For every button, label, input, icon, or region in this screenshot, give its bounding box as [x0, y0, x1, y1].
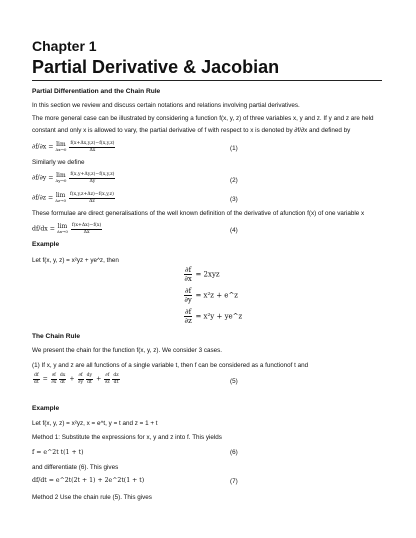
eq1-left: ∂f/∂x = [32, 143, 54, 151]
equation-6: f = e^2t t(1 + t) [32, 449, 84, 456]
equation-2 [32, 172, 116, 184]
similarly-text: Similarly we define [32, 159, 85, 166]
example-1-result-y-value: = x²z + e^z [195, 291, 238, 300]
eq2-denominator: Δy [89, 178, 96, 184]
equation-7-number: (7) [230, 478, 238, 485]
intro-paragraph: In this section we review and discuss certain notations and relations involving partial derivatives. [32, 102, 300, 109]
equation-5-number: (5) [230, 378, 238, 385]
equation-6-number: (6) [230, 449, 238, 456]
method-1-text: Method 1: Substitute the expressions for x, y and z into f. This yields [32, 434, 222, 441]
generalisation-text: These formulae are direct generalisations of the well known definition of the derivative of afunction f(x) of one variable x [32, 210, 365, 217]
eq4-limit: lim Δx→0 [56, 223, 68, 234]
general-case-line-2: constant and only x is allowed to vary, the partial derivative of f with respect to x is denoted by ∂f/∂x and defined by [32, 127, 351, 134]
chain-rule-intro: We present the chain for the function f(x, y, z). We consider 3 cases. [32, 347, 223, 354]
chain-rule-heading: The Chain Rule [32, 333, 80, 340]
chapter-label: Chapter 1 [32, 38, 97, 54]
equation-4 [32, 223, 103, 235]
equation-1 [32, 141, 116, 153]
equation-2-number: (2) [230, 177, 238, 184]
example-1-result-z: $\frac{\partial f}{\partial z}$ = x²y + ye^z [184, 308, 243, 325]
equation-3 [32, 192, 116, 204]
equation-1-number: (1) [230, 145, 238, 152]
eq2-numerator: f(x,y+Δy,z)−f(x,y,z) [70, 172, 115, 177]
example-1-result-z-value: = x²y + ye^z [195, 312, 243, 321]
example-1-text: Let f(x, y, z) = x²yz + ye^z, then [32, 257, 119, 264]
example-1-result-x-value: = 2xyz [195, 270, 220, 279]
eq1-numerator: f(x+Δx,y,z)−f(x,y,z) [70, 141, 115, 146]
eq4-numerator: f(x+Δx)−f(x) [71, 223, 102, 228]
chain-rule-case-1: (1) If x, y and z are all functions of a single variable t, then f can be considered as a functionof t and [32, 362, 309, 369]
eq2-left: ∂f/∂y = [32, 174, 54, 182]
eq3-numerator: f(x,y,z+Δz)−f(x,y,z) [70, 192, 114, 197]
example-1-result-y: $\frac{\partial f}{\partial y}$ = x²z + e^z [184, 287, 238, 304]
title-rule [32, 80, 382, 81]
section-heading-partial-differentiation: Partial Differentiation and the Chain Rule [32, 88, 161, 95]
eq4-left: df/dx = [32, 225, 55, 233]
eq4-denominator: Δx [83, 229, 90, 235]
example-2-heading: Example [32, 405, 60, 412]
equation-3-number: (3) [230, 196, 238, 203]
equation-4-number: (4) [230, 227, 238, 234]
example-1-heading: Example [32, 241, 60, 248]
equation-7: df/dt = e^2t(2t + 1) + 2e^2t(1 + t) [32, 477, 145, 484]
eq3-denominator: Δz [89, 198, 95, 204]
eq1-limit: lim Δx→0 [55, 141, 67, 152]
method-2-text: Method 2 Use the chain rule (5). This gives [32, 494, 152, 501]
general-case-line-1: The more general case can be illustrated by considering a function f(x, y, z) of three variables x, y and z. If y and z are held [32, 115, 374, 122]
differentiate-text: and differentiate (6). This gives [32, 464, 119, 471]
page-title: Partial Derivative & Jacobian [32, 57, 280, 77]
example-2-text: Let f(x, y, z) = x²yz, x = e^t, y = t and z = 1 + t [32, 420, 158, 427]
equation-5: $\frac{df}{dt}$ = $\frac{\partial f}{\partial x}$ $\frac{dx}{dt}$ + $\frac{\partial f}{\partial y}$ $\frac{dy}{dt}$ + $\frac{\partial f}{\partial z}$ $\frac{dz}{dt}$ [33, 373, 119, 385]
eq3-left: ∂f/∂z = [32, 194, 54, 202]
eq1-denominator: Δx [89, 147, 96, 153]
example-1-result-x: $\frac{\partial f}{\partial x}$ = 2xyz [184, 266, 220, 283]
eq3-limit: lim Δz→0 [55, 192, 67, 203]
eq2-limit: lim Δy→0 [55, 172, 67, 183]
